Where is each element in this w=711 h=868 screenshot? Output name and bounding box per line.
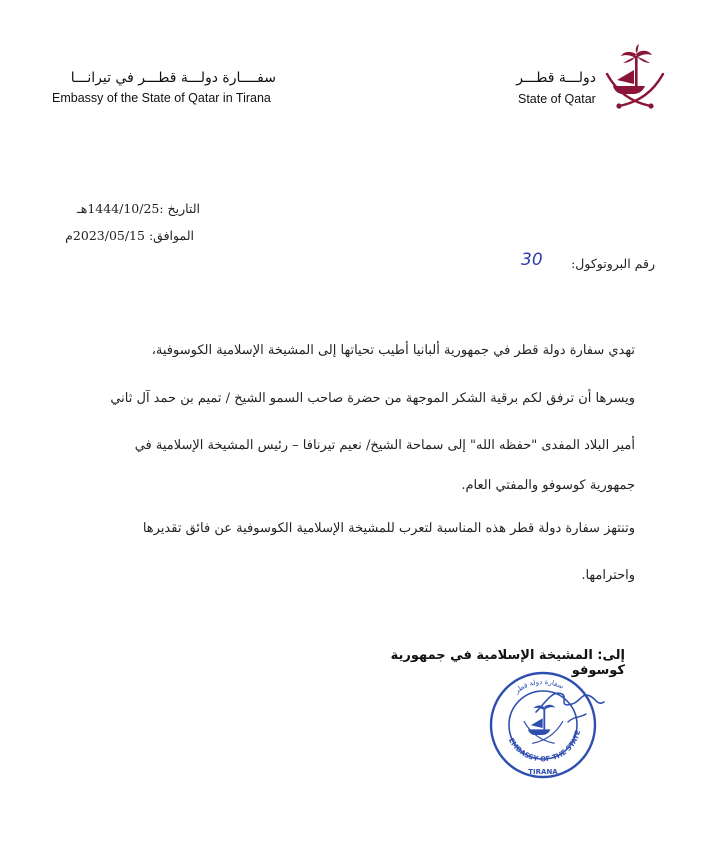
body-line-3: أمير البلاد المفدى "حفظه الله" إلى سماحة الشيخ/ نعيم تيرنافا – رئيس المشيخة الإسلامية في — [134, 438, 635, 453]
handwritten-signature — [528, 672, 608, 732]
svg-text:EMBASSY OF THE STATE OF QATAR: EMBASSY OF THE STATE — [506, 729, 583, 764]
recipient-line: إلى: المشيخة الإسلامية في جمهورية كوسوفو — [390, 648, 625, 678]
protocol-label: رقم البروتوكول: — [571, 256, 655, 271]
state-of-qatar-english: State of Qatar — [518, 92, 596, 106]
embassy-name-english: Embassy of the State of Qatar in Tirana — [52, 91, 271, 105]
body-line-1: تهدي سفارة دولة قطر في جمهورية ألبانيا أطيب تحياتها إلى المشيخة الإسلامية الكوسوفية، — [151, 343, 635, 358]
body-line-4: جمهورية كوسوفو والمفتي العام. — [461, 478, 635, 493]
protocol-number: 30 — [521, 250, 543, 270]
body-line-2: ويسرها أن ترفق لكم برقية الشكر الموجهة من حضرة صاحب السمو الشيخ / تميم بن حمد آل ثاني — [110, 391, 635, 406]
svg-text:سفارة دولة قطر: سفارة دولة قطر — [513, 677, 565, 695]
closing-line-1: وتنتهز سفارة دولة قطر هذه المناسبة لتعرب للمشيخة الإسلامية الكوسوفية عن فائق تقديرها — [142, 521, 635, 536]
closing-line-2: واحترامها. — [581, 568, 635, 583]
gregorian-date: الموافق: 2023/05/15م — [65, 228, 194, 243]
state-of-qatar-arabic: دولـــة قطـــر — [516, 70, 596, 86]
hijri-date: التاريخ :1444/10/25هـ — [77, 201, 200, 216]
embassy-name-arabic: سفــــارة دولـــة قطـــر في تيرانـــا — [70, 70, 276, 86]
svg-text:TIRANA: TIRANA — [528, 768, 558, 776]
